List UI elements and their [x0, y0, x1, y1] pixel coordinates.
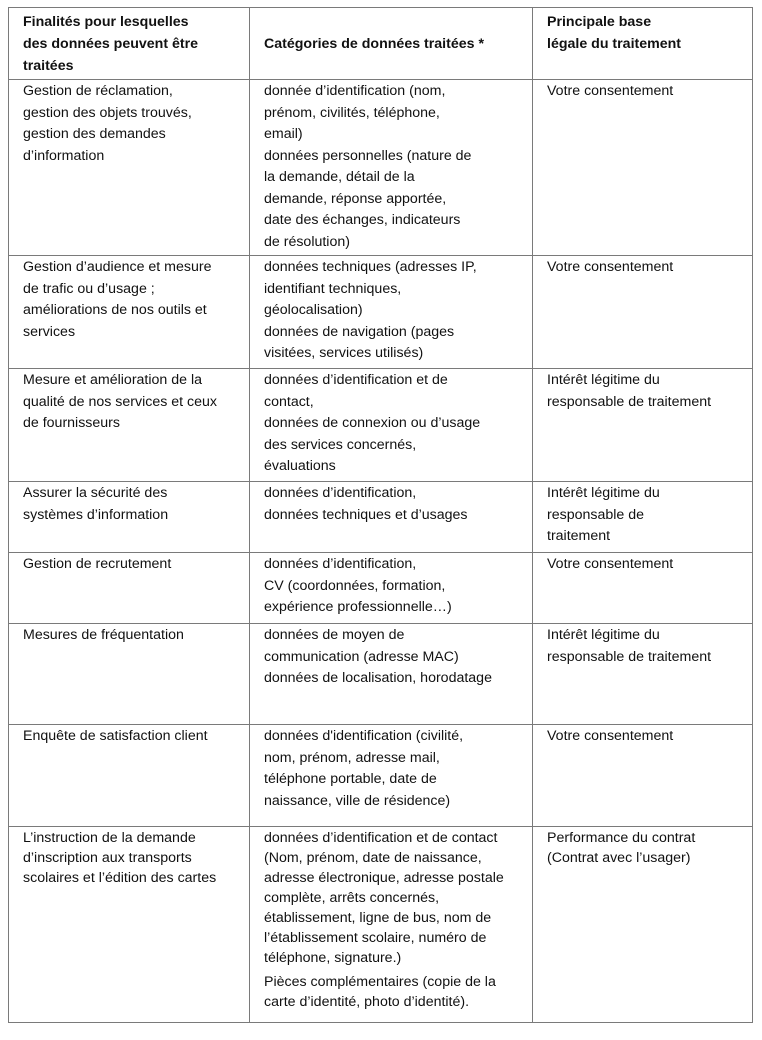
legal-basis-cell [533, 482, 753, 553]
cell-line: Intérêt légitime du [547, 485, 660, 501]
categories-cell [250, 553, 533, 624]
cell-line: téléphone portable, date de [264, 771, 437, 787]
header-line: traitées [23, 58, 74, 74]
cell-line: téléphone, signature.) [264, 950, 402, 966]
categories-cell [250, 482, 533, 553]
cell-line: d’information [23, 147, 105, 164]
table-row [9, 725, 753, 827]
cell-line: données de localisation, horodatage [264, 670, 492, 686]
cell-line: naissance, ville de résidence) [264, 792, 451, 809]
purpose-cell [9, 369, 250, 482]
categories-cell [250, 80, 533, 256]
purpose-cell [9, 256, 250, 369]
data-processing-table [8, 7, 753, 1023]
cell-line: systèmes d’information [23, 506, 169, 523]
legal-basis-cell [533, 725, 753, 827]
cell-line: améliorations de nos outils et [23, 302, 207, 318]
cell-line: responsable de [547, 506, 645, 523]
table-row [9, 827, 753, 1023]
cell-line: données techniques et d’usages [264, 506, 468, 523]
table-row [9, 482, 753, 553]
cell-line: carte d’identité, photo d’identité). [264, 994, 470, 1010]
cell-line: des services concernés, [264, 436, 417, 453]
cell-line: (Contrat avec l’usager) [547, 850, 691, 866]
cell-line: de fournisseurs [23, 415, 120, 431]
cell-line: de résolution) [264, 233, 350, 250]
cell-line: données d'identification (civilité, [264, 728, 464, 744]
cell-line: données d’identification, [264, 556, 417, 572]
cell-line: CV (coordonnées, formation, [264, 577, 446, 594]
cell-line: données de navigation (pages [264, 323, 455, 340]
cell-line: d’inscription aux transports [23, 850, 192, 866]
categories-cell [250, 827, 533, 1023]
header-line: Finalités pour lesquelles [23, 14, 189, 30]
cell-line: données d’identification, [264, 485, 417, 501]
cell-line: Gestion de réclamation, [23, 83, 173, 99]
table-header-row [9, 8, 753, 80]
table-row [9, 256, 753, 369]
cell-line: (Nom, prénom, date de naissance, [264, 850, 482, 866]
table-row [9, 80, 753, 256]
cell-line: complète, arrêts concernés, [264, 890, 440, 906]
cell-line: Assurer la sécurité des [23, 485, 168, 501]
cell-line: Votre consentement [547, 259, 674, 275]
cell-line: Pièces complémentaires (copie de la [264, 974, 496, 990]
cell-line: adresse électronique, adresse postale [264, 870, 504, 886]
cell-line: demande, réponse apportée, [264, 190, 447, 207]
legal-basis-cell [533, 80, 753, 256]
legal-basis-cell [533, 624, 753, 725]
cell-line: identifiant techniques, [264, 280, 402, 297]
cell-line: gestion des demandes [23, 126, 166, 142]
cell-line: expérience professionnelle…) [264, 599, 452, 615]
header-line: Principale base [547, 14, 652, 30]
cell-line: visitées, services utilisés) [264, 345, 424, 361]
purpose-cell [9, 553, 250, 624]
cell-line: scolaires et l’édition des cartes [23, 870, 217, 886]
cell-line: Gestion d’audience et mesure [23, 259, 212, 275]
cell-line: nom, prénom, adresse mail, [264, 749, 440, 766]
cell-line: qualité de nos services et ceux [23, 393, 218, 410]
cell-line: traitement [547, 528, 611, 544]
cell-line: donnée d’identification (nom, [264, 83, 446, 99]
categories-cell [250, 256, 533, 369]
cell-line: données de connexion ou d’usage [264, 415, 481, 431]
header-purposes [9, 8, 250, 80]
cell-line: responsable de traitement [547, 393, 712, 410]
purpose-cell [9, 80, 250, 256]
cell-line: données d’identification et de [264, 372, 448, 388]
legal-basis-cell [533, 553, 753, 624]
cell-line: Gestion de recrutement [23, 556, 172, 572]
cell-line: évaluations [264, 458, 336, 474]
cell-line: données d’identification et de contact [264, 830, 498, 846]
categories-cell [250, 369, 533, 482]
cell-line: géolocalisation) [264, 302, 363, 318]
table-row [9, 553, 753, 624]
cell-line: de trafic ou d’usage ; [23, 280, 155, 297]
cell-line: données personnelles (nature de [264, 147, 472, 164]
cell-line: Votre consentement [547, 728, 674, 744]
cell-line: Votre consentement [547, 83, 674, 99]
cell-line: prénom, civilités, téléphone, [264, 104, 440, 121]
cell-line: L’instruction de la demande [23, 830, 196, 846]
cell-line: responsable de traitement [547, 648, 712, 665]
cell-line: Intérêt légitime du [547, 627, 660, 643]
cell-line: date des échanges, indicateurs [264, 212, 461, 228]
categories-cell [250, 725, 533, 827]
purpose-cell [9, 827, 250, 1023]
table-row [9, 624, 753, 725]
cell-line: données techniques (adresses IP, [264, 259, 477, 275]
purpose-cell [9, 482, 250, 553]
cell-line: Votre consentement [547, 556, 674, 572]
legal-basis-cell [533, 369, 753, 482]
purpose-cell [9, 624, 250, 725]
cell-line: gestion des objets trouvés, [23, 104, 192, 121]
header-line: légale du traitement [547, 36, 682, 52]
header-line: Catégories de données traitées * [264, 36, 484, 52]
cell-line: Mesure et amélioration de la [23, 372, 203, 388]
cell-line: établissement, ligne de bus, nom de [264, 910, 492, 926]
categories-cell [250, 624, 533, 725]
cell-line: données de moyen de [264, 627, 405, 643]
cell-line: services [23, 323, 76, 340]
header-legal-basis [533, 8, 753, 80]
cell-line: la demande, détail de la [264, 169, 415, 185]
header-data-categories [250, 8, 533, 80]
legal-basis-cell [533, 827, 753, 1023]
legal-basis-cell [533, 256, 753, 369]
cell-line: Intérêt légitime du [547, 372, 660, 388]
cell-line: Performance du contrat [547, 830, 696, 846]
cell-line: communication (adresse MAC) [264, 648, 459, 665]
cell-line: Mesures de fréquentation [23, 627, 184, 643]
cell-line: l’établissement scolaire, numéro de [264, 930, 487, 946]
header-line: des données peuvent être [23, 36, 199, 52]
cell-line: Enquête de satisfaction client [23, 728, 208, 744]
purpose-cell [9, 725, 250, 827]
table-row [9, 369, 753, 482]
cell-line: contact, [264, 393, 314, 410]
cell-line: email) [264, 126, 303, 142]
